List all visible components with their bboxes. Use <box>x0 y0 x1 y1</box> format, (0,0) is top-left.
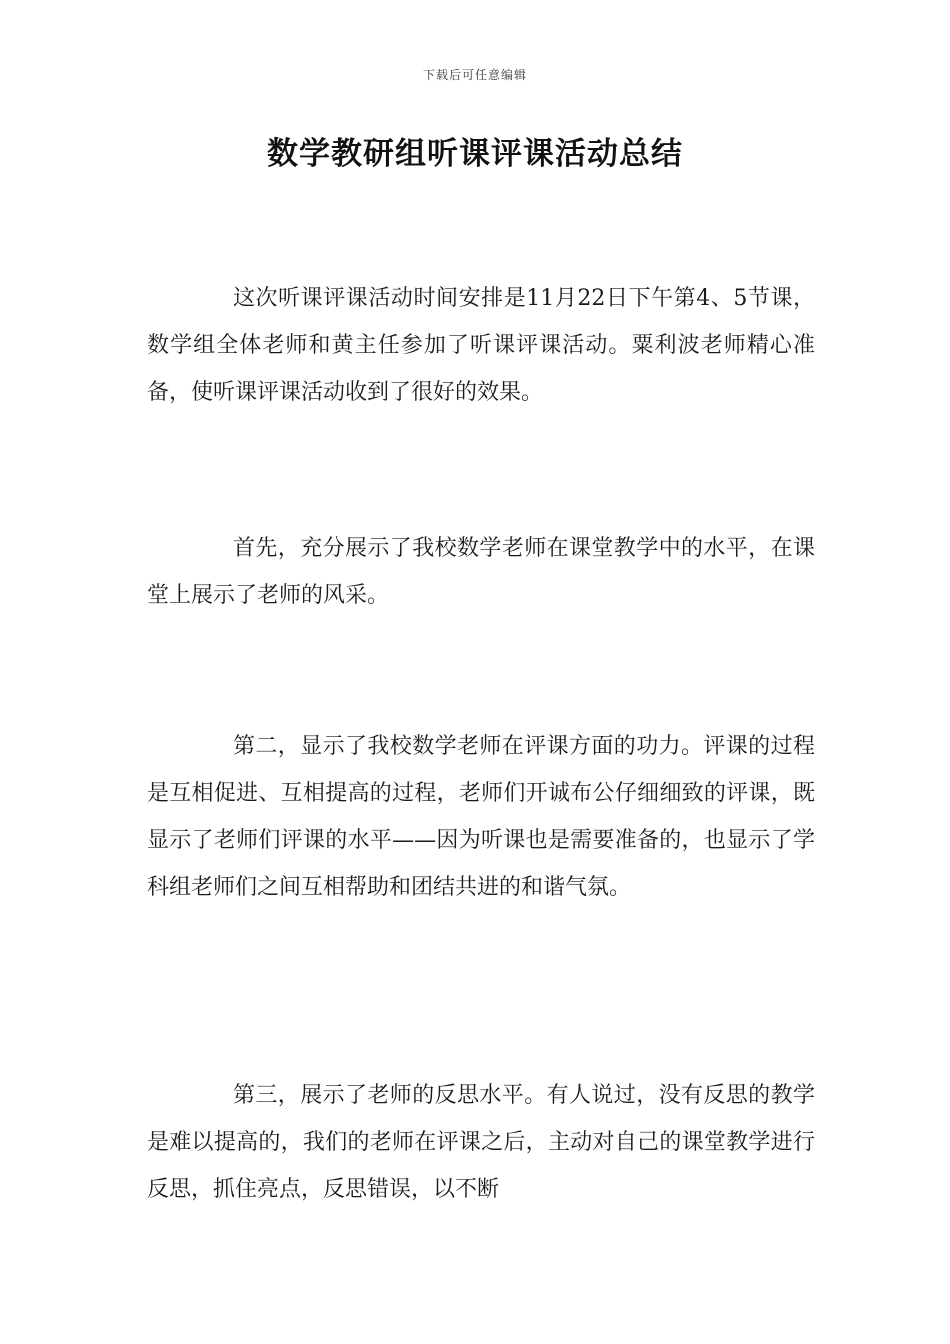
document-title: 数学教研组听课评课活动总结 <box>267 136 683 172</box>
paragraph-third-point: 第三，展示了老师的反思水平。有人说过，没有反思的教学是难以提高的，我们的老师在评课之后，主动对自己的课堂教学进行反思，抓住亮点，反思错误，以不断 <box>147 1083 815 1202</box>
paragraph-first-point: 首先，充分展示了我校数学老师在课堂教学中的水平，在课堂上展示了老师的风采。 <box>147 536 815 608</box>
paragraph-intro: 这次听课评课活动时间安排是11月22日下午第4、5节课，数学组全体老师和黄主任参加了听课评课活动。粟利波老师精心准备，使听课评课活动收到了很好的效果。 <box>147 286 815 405</box>
paragraph-second-point: 第二，显示了我校数学老师在评课方面的功力。评课的过程是互相促进、互相提高的过程，老师们开诚布公仔细细致的评课，既显示了老师们评课的水平——因为听课也是需要准备的，也显示了学科组老师们之间互相帮助和团结共进的和谐气氛。 <box>147 734 815 900</box>
header-note: 下载后可任意编辑 <box>422 68 527 82</box>
